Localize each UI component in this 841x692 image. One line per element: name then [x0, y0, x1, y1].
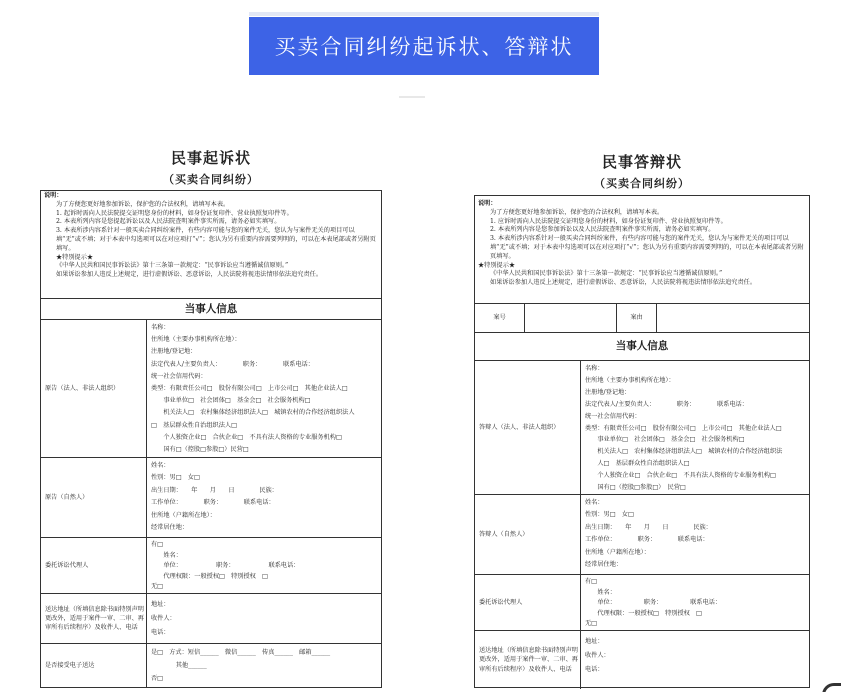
field-line[interactable]: 住所地（户籍所在地）：: [585, 548, 650, 556]
field-line[interactable]: 姓名：: [585, 499, 604, 506]
field-line[interactable]: 无□: [585, 620, 598, 628]
field-line[interactable]: 性别：男□ 女□: [585, 511, 634, 519]
row-content: [585, 635, 806, 677]
field-line[interactable]: 否□: [151, 675, 164, 682]
field-line[interactable]: 住所地（主要办事机构所在地）：: [151, 336, 241, 344]
field-line[interactable]: 统一社会信用代码：: [151, 372, 207, 380]
field-line[interactable]: 名称：: [585, 365, 604, 372]
defense-document: [474, 152, 810, 688]
field-line[interactable]: □ 基层群众性自治组织法人□: [151, 421, 237, 429]
row-content: [151, 540, 378, 593]
field-line[interactable]: 工作单位： 职务： 联系电话：: [585, 536, 709, 544]
complaint-document: [40, 148, 382, 688]
field-line[interactable]: 类型：有限责任公司□ 股份有限公司□ 上市公司□ 其他企业法人□: [151, 385, 348, 393]
row-content: [151, 646, 378, 685]
field-line[interactable]: 注册地/登记地：: [585, 388, 631, 396]
field-line[interactable]: 事业单位□ 社会团体□ 基金会□ 社会服务机构□: [151, 397, 311, 405]
case-number-label: 案号: [475, 304, 525, 332]
field-line[interactable]: 国有□（控股□参股□）民营□: [151, 446, 249, 454]
row-label: 原告（自然人）: [41, 458, 147, 537]
section-header: 当事人信息: [41, 298, 381, 320]
row-label: 原告（法人、非法人组织）: [41, 320, 147, 457]
field-line[interactable]: 有□: [151, 541, 164, 548]
notice-line: 1. 起诉时需向人民法院提交证明您身份的材料，如身份证复印件、营业执照复印件等。: [56, 209, 293, 217]
notice-line: 《中华人民共和国民事诉讼法》第十三条第一款规定：“民事诉讼应当遵循诚信原则。”: [490, 270, 723, 278]
field-line[interactable]: 注册地/登记地：: [151, 348, 197, 356]
row-label: 委托诉讼代理人: [475, 575, 581, 630]
row-label: 委托诉讼代理人: [41, 538, 147, 593]
notice-line: 2. 本表所列内容是您参加诉讼以及人民法院查明案件事实所需，请务必如实填写。: [490, 226, 715, 234]
field-line[interactable]: 有□: [585, 578, 598, 585]
field-line[interactable]: 是□ 方式：短信______ 微信______ 传真______ 邮箱______: [151, 649, 331, 656]
field-line[interactable]: 住所地（主要办事机构所在地）：: [585, 376, 675, 384]
field-line[interactable]: 国有□（控股□参股□） 民营□: [585, 484, 686, 492]
form-row-defendant-organization: [475, 361, 809, 495]
field-line[interactable]: 单位： 职务： 联系电话：: [151, 562, 300, 570]
field-line[interactable]: 法定代表人/主要负责人： 职务： 联系电话：: [585, 400, 748, 408]
document-title: 民事起诉状: [170, 149, 251, 167]
notice-line: 3. 本表所涉内容系针对一般买卖合同纠纷案件，有些内容可能与您的案件无关，您认为与案件无关的项目可以填“无”或不填；对于本表中勾选项可以在对应项打“√”；您认为另有重要内容需要列明的，可以在本表尾部或者另附页填写。: [56, 227, 376, 252]
banner-title: 买卖合同纠纷起诉状、答辩状: [249, 17, 599, 75]
field-line[interactable]: 经常居住地：: [151, 524, 189, 532]
field-line[interactable]: 姓名：: [151, 551, 182, 559]
divider: [399, 96, 425, 98]
field-line[interactable]: 名称：: [151, 324, 170, 331]
row-content: [151, 322, 378, 456]
field-line[interactable]: 收件人：: [151, 615, 176, 622]
notice-line: 《中华人民共和国民事诉讼法》第十三条第一款规定：“民事诉讼应当遵循诚信原则。”: [56, 262, 289, 270]
form-table: [40, 190, 382, 688]
row-label: 答辩人（自然人）: [475, 495, 581, 574]
field-line[interactable]: 机关法人□ 农村集体经济组织法人□ 城镇农村的合作经济组织法人: [151, 409, 355, 417]
field-line[interactable]: 个人独资企业□ 合伙企业□ 不具有法人资格的专业服务机构□: [585, 472, 776, 480]
field-line[interactable]: 地址：: [151, 601, 170, 608]
field-line[interactable]: 无□: [151, 583, 164, 591]
notice-line: 如果诉讼参加人违反上述规定，进行虚假诉讼、恶意诉讼，人民法院将视违法情形依法追究责任。: [56, 271, 323, 279]
form-row-service-address: [41, 594, 381, 644]
notice-line: 3. 本表所涉内容系针对一般买卖合同纠纷案件，有些内容可能与您的案件无关，您认为与案件无关的项目可以填“无”或不填；对于本表中勾选项可以在对应项打“√”；您认为另有重要内容需要列明的，可以在本表尾部或者另附页填写。: [490, 235, 804, 260]
document-subtitle: （买卖合同纠纷）: [594, 177, 690, 190]
banner-top-line: [249, 12, 599, 16]
row-label: 送达地址（所填信息除书面特别声明更改外，适用于案件一审、二审、再审所有后续程序）及收件人、电话: [475, 631, 581, 689]
notice-line: ★特别提示★: [478, 261, 516, 269]
form-row-agent: [475, 575, 809, 631]
field-line[interactable]: 出生日期： 年 月 日 民族：: [151, 486, 278, 494]
form-table: [474, 195, 810, 688]
row-content: [585, 577, 806, 630]
row-content: [585, 363, 806, 494]
case-number-field[interactable]: [525, 304, 617, 332]
notice-line: 1. 应诉时需向人民法院提交证明您身份的材料，如身份证复印件、营业执照复印件等。: [490, 217, 727, 225]
row-content: [151, 598, 378, 640]
field-line[interactable]: 法定代表人/主要负责人： 职务： 联系电话：: [151, 360, 314, 368]
field-line[interactable]: 代理权限：一般授权□ 特别授权 □: [585, 609, 702, 617]
field-line[interactable]: 其他______: [151, 662, 207, 669]
field-line[interactable]: 电话：: [585, 666, 604, 673]
field-line[interactable]: 住所地（户籍所在地）：: [151, 511, 216, 519]
field-line[interactable]: 单位： 职务： 联系电话：: [585, 599, 722, 607]
notice-block: [44, 192, 378, 280]
notice-line: ★特别提示★: [56, 253, 94, 261]
field-line[interactable]: 个人独资企业□ 合伙企业□ 不具有法人资格的专业服务机构□: [151, 433, 342, 441]
form-row-service-address: [475, 631, 809, 689]
notice-line: 2. 本表所列内容是您提起诉讼以及人民法院查明案件事实所需，请务必如实填写。: [56, 218, 281, 226]
field-line[interactable]: 事业单位□ 社会团体□ 基金会□ 社会服务机构□: [585, 436, 745, 444]
field-line[interactable]: 统一社会信用代码：: [585, 412, 641, 420]
notice-line: 为了方便您更好地参加诉讼，保护您的合法权利，请填写本表。: [56, 200, 230, 208]
corner-arrow-icon[interactable]: [822, 683, 841, 692]
row-label: 是否接受电子送达: [41, 644, 147, 688]
section-header: 当事人信息: [475, 333, 809, 361]
field-line[interactable]: 出生日期： 年 月 日 民族：: [585, 523, 712, 531]
notice-line: 如果诉讼参加人违反上述规定，进行虚假诉讼、恶意诉讼，人民法院将视违法情形依法追究责任。: [490, 279, 757, 287]
form-row-plaintiff-person: [41, 458, 381, 538]
case-reason-label: 案由: [617, 304, 657, 332]
field-line[interactable]: 性别：男□ 女□: [151, 474, 200, 482]
notice-line: 为了方便您更好地参加诉讼，保护您的合法权利，请填写本表。: [490, 208, 664, 216]
row-content: [151, 460, 378, 534]
field-line[interactable]: 地址：: [585, 638, 604, 645]
field-line[interactable]: 经常居住地：: [585, 561, 623, 569]
notice-line: 说明：: [478, 200, 497, 207]
field-line[interactable]: 类型：有限责任公司□ 股份有限公司□ 上市公司□ 其他企业法人□: [585, 424, 782, 432]
row-content: [585, 497, 806, 571]
form-row-electronic-service: [41, 644, 381, 688]
case-info-row: [475, 303, 809, 333]
form-row-defendant-person: [475, 495, 809, 575]
field-line[interactable]: 工作单位： 职务： 联系电话：: [151, 499, 275, 507]
field-line[interactable]: 姓名：: [585, 588, 616, 596]
field-line[interactable]: 电话：: [151, 629, 170, 636]
form-row-agent: [41, 538, 381, 594]
field-line[interactable]: 代理权限：一般授权□ 特别授权 □: [151, 572, 268, 580]
notice-block: [478, 200, 806, 288]
document-subtitle: （买卖合同纠纷）: [163, 173, 259, 186]
field-line[interactable]: 收件人：: [585, 652, 610, 659]
form-row-plaintiff-organization: [41, 320, 381, 458]
case-reason-field[interactable]: [657, 304, 809, 332]
field-line[interactable]: 姓名：: [151, 462, 170, 469]
row-label: 答辩人（法人、非法人组织）: [475, 361, 581, 494]
row-label: 送达地址（所填信息除书面特别声明更改外，适用于案件一审、二审、再审所有后续程序）及收件人、电话: [41, 594, 147, 643]
field-line[interactable]: 机关法人□ 农村集体经济组织法人□ 城镇农村的合作经济组织法: [585, 448, 783, 456]
field-line[interactable]: 人□ 基层群众性自治组织法人□: [585, 460, 690, 468]
notice-line: 说明：: [44, 192, 63, 199]
document-title: 民事答辩状: [601, 153, 682, 171]
